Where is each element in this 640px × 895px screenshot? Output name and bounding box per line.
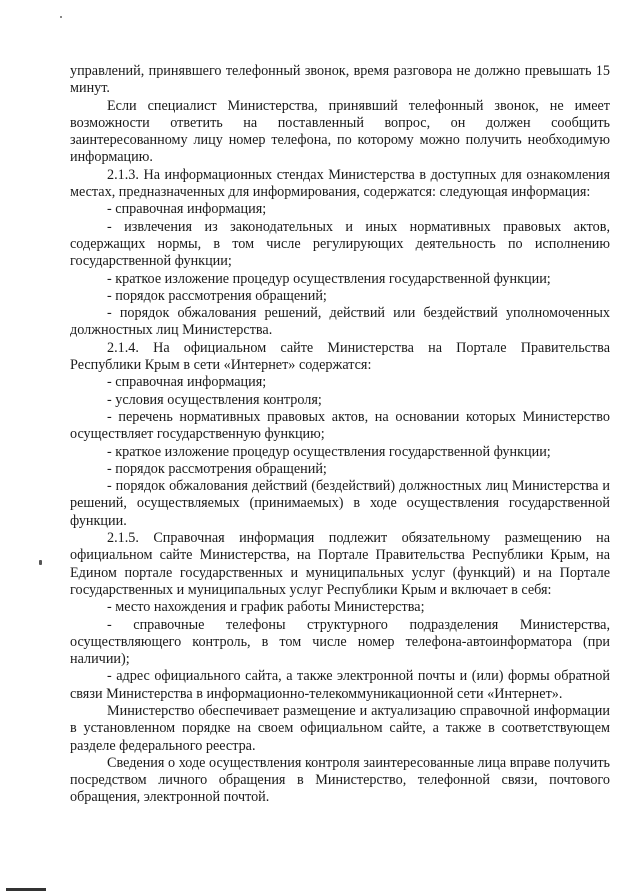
paragraph-ministry-provides: Министерство обеспечивает размещение и актуализацию справочной информации в установленном порядке на своем официальном сайте, а также в соответствующем разделе федерального реестра. (70, 702, 610, 754)
scan-mark (39, 560, 42, 565)
list-item: - место нахождения и график работы Министерства; (107, 599, 425, 616)
list-item: - порядок обжалования решений, действий или бездействий уполномоченных должностных лиц Министерства. (70, 305, 610, 339)
list-item: - извлечения из законодательных и иных нормативных правовых актов, содержащих нормы, в том числе регулирующих деятельность по исполнению государственной функции; (70, 218, 610, 270)
list-item: - краткое изложение процедур осуществления государственной функции; (107, 443, 551, 460)
scan-speck (60, 16, 62, 18)
section-2-1-4: 2.1.4. На официальном сайте Министерства на Портале Правительства Республики Крым в сети «Интернет» содержатся: (70, 339, 610, 374)
list-item: - справочные телефоны структурного подразделения Министерства, осуществляющего контроль, в том числе номер телефона-автоинформатора (при наличии); (70, 616, 610, 668)
paragraph-information-access: Сведения о ходе осуществления контроля заинтересованные лица вправе получить посредством личного обращения в Министерство, телефонной связи, почтового обращения, электронной почтой. (70, 754, 610, 806)
list-item: - условия осуществления контроля; (107, 391, 322, 408)
list-item: - справочная информация; (107, 374, 267, 391)
section-2-1-5: 2.1.5. Справочная информация подлежит обязательному размещению на официальном сайте Министерства, на Портале Правительства Республики Крым, на Едином портале государственных и муниципальных услуг (функций) и на Портале государственных и муниципальных услуг Республики Крым и включает в себя: (70, 530, 610, 598)
list-item: - справочная информация; (107, 201, 267, 218)
paragraph-continuation: управлений, принявшего телефонный звонок, время разговора не должно превышать 15 минут. (70, 63, 610, 97)
section-2-1-3: 2.1.3. На информационных стендах Министерства в доступных для ознакомления местах, предназначенных для информирования, содержатся: следующая информация: (70, 166, 610, 201)
list-item: - краткое изложение процедур осуществления государственной функции; (107, 270, 551, 287)
paragraph-specialist: Если специалист Министерства, принявший телефонный звонок, не имеет возможности ответить на поставленный вопрос, он должен сообщить заинтересованному лицу номер телефона, по которому можно получить необходимую информацию. (70, 97, 610, 166)
list-item: - порядок рассмотрения обращений; (107, 287, 327, 304)
scan-edge-mark (6, 888, 46, 891)
list-item: - порядок обжалования действий (бездействий) должностных лиц Министерства и решений, осуществляемых (принимаемых) в ходе осуществления государственной функции. (70, 478, 610, 529)
list-item: - перечень нормативных правовых актов, на основании которых Министерство осуществляет государственную функцию; (70, 408, 610, 443)
list-item: - порядок рассмотрения обращений; (107, 460, 327, 477)
list-item: - адрес официального сайта, а также электронной почты и (или) формы обратной связи Министерства в информационно-телекоммуникационной сети «Интернет». (70, 668, 610, 702)
document-page (70, 63, 610, 807)
